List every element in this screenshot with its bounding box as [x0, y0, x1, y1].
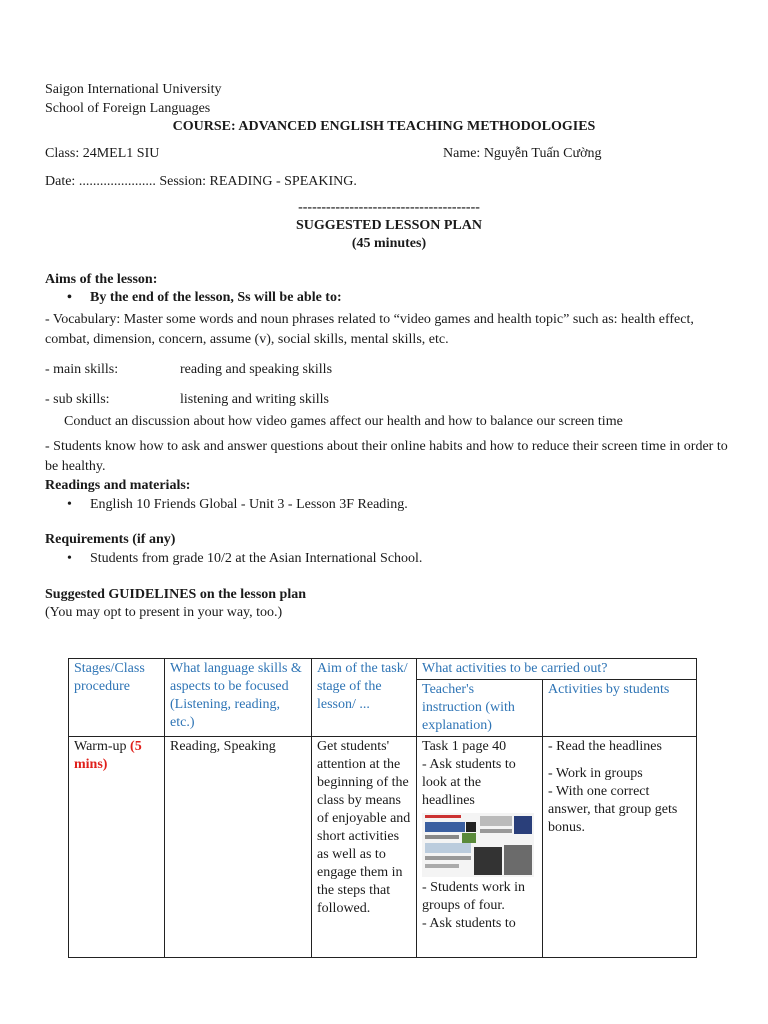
teacher-ask-2: - Ask students to — [422, 916, 516, 931]
stage-label: Warm-up — [74, 739, 127, 754]
course-title: COURSE: ADVANCED ENGLISH TEACHING METHODOLOGIES — [172, 119, 596, 134]
guidelines-note: (You may opt to present in your way, too.) — [45, 605, 283, 620]
header-stages: Stages/Class procedure — [69, 659, 165, 737]
header-teacher: Teacher's instruction (with explanation) — [417, 680, 543, 737]
stage-time: (5 mins) — [74, 739, 142, 772]
header-aim: Aim of the task/ stage of the lesson/ ... — [312, 659, 417, 737]
guidelines-heading: Suggested GUIDELINES on the lesson plan — [45, 587, 307, 602]
readings-item: English 10 Friends Global - Unit 3 - Lesson 3F Reading. — [90, 497, 408, 512]
teacher-task: Task 1 page 40 — [422, 739, 507, 754]
class-label: Class: 24MEL1 SIU — [45, 146, 160, 161]
cell-aim — [312, 737, 417, 958]
table-header-row — [69, 659, 697, 680]
teacher-groups: - Students work in groups of four. — [422, 880, 526, 913]
teacher-ask: - Ask students to look at the headlines — [422, 757, 516, 808]
aims-students-know: - Students know how to ask and answer questions about their online habits and how to reduce their screen time in order to be healthy. — [45, 439, 728, 474]
skills-value: Reading, Speaking — [170, 739, 276, 754]
student-name: Name: Nguyễn Tuấn Cường — [443, 146, 602, 161]
bullet-icon: • — [67, 290, 72, 305]
university-name: Saigon International University — [45, 82, 222, 97]
bullet-icon: • — [67, 551, 72, 566]
plan-duration: (45 minutes) — [351, 236, 427, 251]
header-skills: What language skills & aspects to be focused (Listening, reading, etc.) — [165, 659, 312, 737]
student-activity-3: - With one correct answer, that group gets bonus. — [548, 784, 678, 835]
readings-heading: Readings and materials: — [45, 478, 191, 493]
requirements-heading: Requirements (if any) — [45, 532, 176, 547]
main-skills-value: reading and speaking skills — [180, 362, 333, 377]
header-activities: What activities to be carried out? — [417, 659, 697, 680]
divider-line: --------------------------------------- — [298, 200, 480, 215]
student-activity-2: - Work in groups — [548, 766, 643, 781]
aims-discussion: Conduct an discussion about how video games affect our health and how to balance our screen time — [64, 414, 623, 429]
bullet-icon: • — [67, 497, 72, 512]
aims-heading: Aims of the lesson: — [45, 272, 158, 287]
table-row — [69, 737, 697, 958]
requirements-item: Students from grade 10/2 at the Asian International School. — [90, 551, 423, 566]
cell-skills — [165, 737, 312, 958]
cell-students — [543, 737, 697, 958]
cell-stage — [69, 737, 165, 958]
lesson-plan-table — [68, 658, 697, 958]
headlines-image — [422, 813, 534, 877]
school-name: School of Foreign Languages — [45, 101, 211, 116]
student-activity-1: - Read the headlines — [548, 739, 662, 754]
aim-value: Get students' attention at the beginning of the class by means of enjoyable and short activities as well as to engage them in the steps that followed. — [317, 739, 411, 916]
header-students: Activities by students — [543, 680, 697, 737]
main-skills-label: - main skills: — [45, 362, 119, 377]
cell-teacher — [417, 737, 543, 958]
plan-title: SUGGESTED LESSON PLAN — [296, 218, 482, 233]
date-session: Date: ...................... Session: READING - SPEAKING. — [45, 174, 357, 189]
aims-vocabulary: - Vocabulary: Master some words and noun phrases related to “video games and health topic” such as: health effect, combat, dimension, concern, assume (v), social skills, mental skills, etc. — [45, 312, 694, 347]
aims-bullet: By the end of the lesson, Ss will be able to: — [90, 290, 342, 305]
sub-skills-label: - sub skills: — [45, 392, 110, 407]
sub-skills-value: listening and writing skills — [180, 392, 329, 407]
